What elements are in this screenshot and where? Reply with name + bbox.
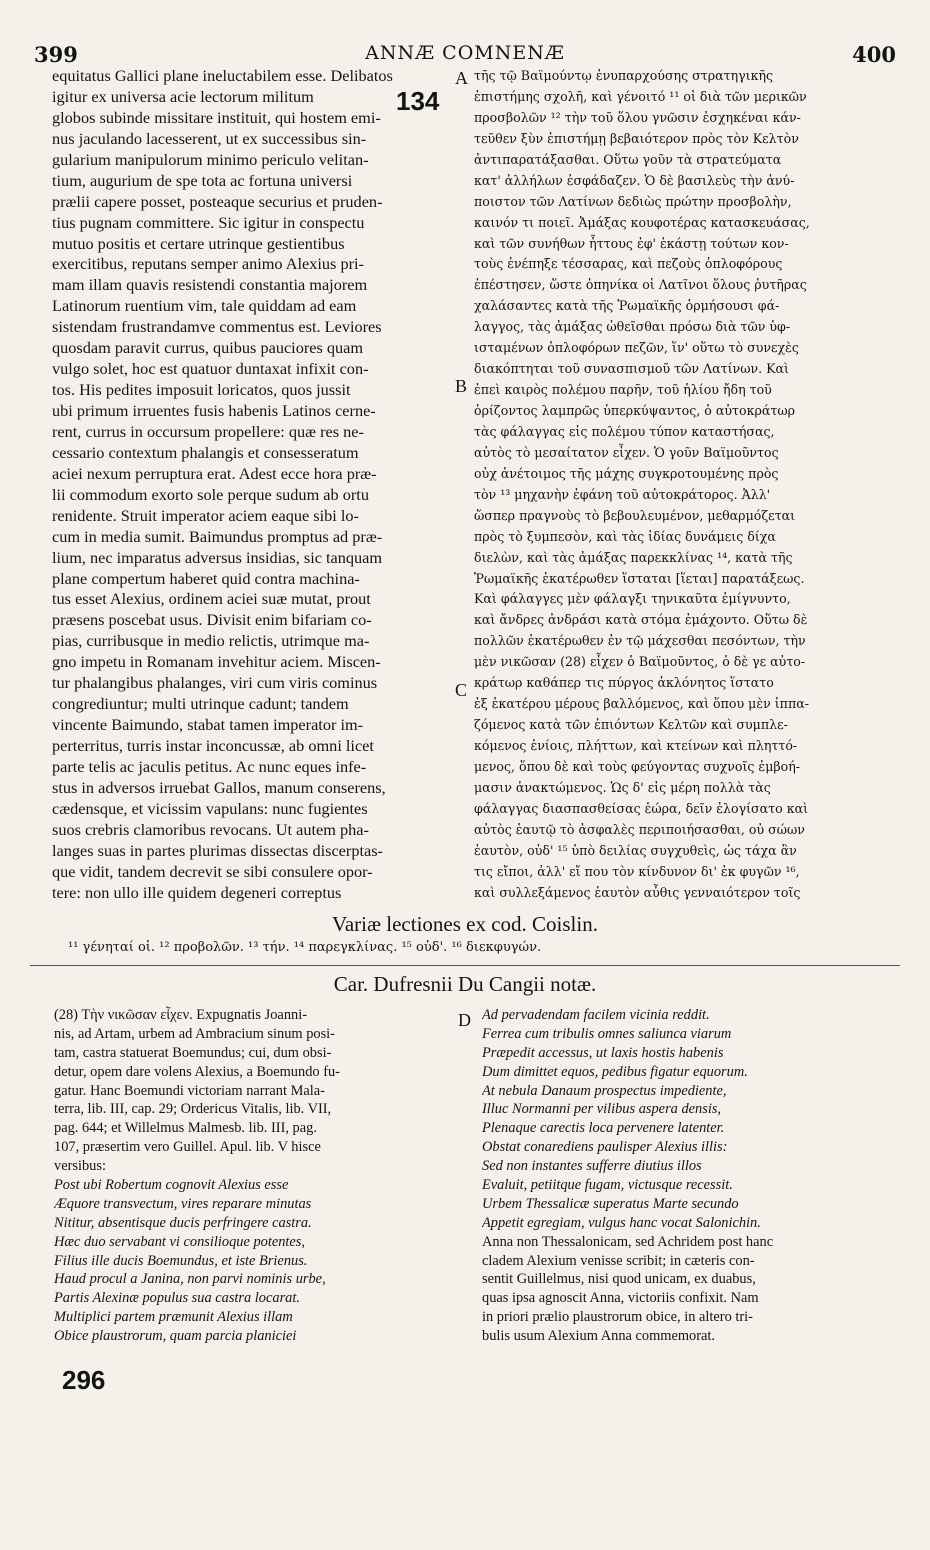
note-verse-line: Illuc Normanni per vilibus aspera densis, <box>482 1101 722 1118</box>
latin-text-line: pias, curribusque in medio relictis, utrimque ma- <box>52 631 370 651</box>
greek-text-line: καὶ ἄνδρες ἀνδράσι κατὰ στόμα ἐμάχοντο. Οὕτω δὲ <box>474 612 808 628</box>
note-text-line: tam, castra statuerat Boemundus; cui, dum obsi- <box>54 1044 332 1061</box>
greek-text-line: κατ' ἀλλήλων ἐσφάδαζεν. Ὁ δὲ βασιλεὺς τὴν ἀνύ- <box>474 172 795 188</box>
page-number-right: 400 <box>852 42 896 67</box>
latin-text-line: sistendam frustrandamve commentus est. Leviores <box>52 317 382 337</box>
latin-text-line: tus esset Alexius, ordinem aciei suæ mutat, prout <box>52 589 371 609</box>
latin-text-line: prælii capere posset, posteaque securius et pruden- <box>52 191 383 211</box>
note-text-line: Anna non Thessalonicam, sed Achridem post hanc <box>482 1233 774 1250</box>
latin-text-line: Latinorum ruentium vim, tale quiddam ad eam <box>52 296 357 316</box>
latin-text-line: cessario contextum phalangis et consesseratum <box>52 442 359 462</box>
latin-text-line: quosdam paravit currus, quibus pauciores quam <box>52 338 364 358</box>
latin-text-line: vincente Baimundo, stabat tamen imperator im- <box>52 715 364 735</box>
note-verse-line: Partis Alexinæ populus sua castra locarat. <box>54 1290 300 1307</box>
greek-text-line: φάλαγγας διασπασθείσας ἑώρα, δεῖν ἐλογίσατο καὶ <box>474 800 809 816</box>
note-text-line: in priori prælio plaustrorum obice, in altero tri- <box>482 1309 753 1326</box>
section-marker-b: B <box>455 376 468 396</box>
note-text-line: pag. 644; et Willelmus Malmesb. lib. III, pag. <box>54 1120 317 1137</box>
latin-text-line: cædensque, et vicissim vapulans: nunc fugientes <box>52 798 368 818</box>
note-verse-line: Appetit egregiam, vulgus hanc vocat Salonichin. <box>482 1214 761 1231</box>
variae-lectiones-heading: Variæ lectiones ex cod. Coislin. <box>332 912 598 936</box>
greek-text-line: οὐχ ἀνέτοιμος τῆς μάχης συγκροτουμένης πρὸς <box>474 465 779 481</box>
latin-text-line: tos. His pedites imposuit loricatos, quos jussit <box>52 380 351 400</box>
running-header <box>0 38 930 68</box>
note-text-line: nis, ad Artam, urbem ad Ambracium sinum posi- <box>54 1025 335 1042</box>
greek-text-line: ἀντιπαρατάξασθαι. Οὕτω γοῦν τὰ στρατεύματα <box>474 151 782 167</box>
greek-text-line: ἐξ ἑκατέρου μέρους βαλλόμενος, καὶ ὅπου μὲν ἱππα- <box>474 696 809 712</box>
latin-text-line: mutuo positis et certare utrinque gestientibus <box>52 233 345 253</box>
greek-text-line: ἐπεὶ καιρὸς πολέμου παρῆν, τοῦ ἡλίου ἤδη τοῦ <box>474 382 772 398</box>
note-verse-line: Haud procul a Janina, non parvi nominis urbe, <box>54 1271 326 1288</box>
greek-text-line: Καὶ φάλαγγες μὲν φάλαγξι τηνικαῦτα ἐμίγνυντο, <box>474 591 791 607</box>
latin-text-line: tius pugnam committere. Sic igitur in conspectu <box>52 212 365 232</box>
note-text-line: cladem Alexium venisse scribit; in cæteris con- <box>482 1252 755 1269</box>
greek-text-line: μενος, ὅπου δὲ καὶ τοὺς φεύγοντας συχνοῖς ἐμβοή- <box>474 758 801 774</box>
greek-text-line: αὐτὸς τὸ μεσαίτατον εἶχεν. Ὁ γοῦν Βαϊμοῦντος <box>474 444 779 460</box>
latin-text-line: rent, currus in occursum propellere: quæ res ne- <box>52 421 364 441</box>
note-verse-line: At nebula Danaum prospectus impediente, <box>482 1082 727 1099</box>
section-marker-d: D <box>458 1010 471 1030</box>
note-verse-line: Dum dimittet equos, pedibus figatur equorum. <box>482 1063 748 1080</box>
latin-text-line: stus in adversos irruebat Gallos, manum conserens, <box>52 777 386 797</box>
note-verse-line: Præpedit accessus, ut laxis hostis habenis <box>482 1044 724 1061</box>
greek-text-line: ισταμένων ὁπλοφόρων πεζῶν, ἵν' οὕτω τὸ συνεχὲς <box>474 340 799 356</box>
note-text-line: terra, lib. III, cap. 29; Ordericus Vitalis, lib. VII, <box>54 1101 332 1118</box>
greek-text-line: ὁρίζοντος λαμπρῶς ὑπερκύψαντος, ὁ αὐτοκράτωρ <box>474 403 796 418</box>
greek-text-line: ἐπέστησεν, ὥστε ὁπηνίκα οἱ Λατῖνοι ὅλους ῥυτῆρας <box>474 277 807 293</box>
greek-text-line: μὲν νικῶσαν (28) εἶχεν ὁ Βαϊμοῦντος, ὁ δὲ γε αὐτο- <box>474 654 806 670</box>
latin-text-line: tur phalangibus phalanges, viri cum viris cominus <box>52 673 378 693</box>
greek-text-line: κράτωρ καθάπερ τις πύργος ἀκλόνητος ἵστατο <box>474 675 774 691</box>
greek-text-line: ἐπιστήμης σχολῆ, καὶ γένοιτό ¹¹ οἱ διὰ τῶν μερικῶν <box>474 88 807 104</box>
latin-text-line: præsens poscebat usus. Divisit enim bifariam co- <box>52 610 372 630</box>
latin-text-line: gno impetu in Romanam invehitur aciem. Miscen- <box>52 652 381 672</box>
latin-text-line: lii commodum exorto sole perque sudum ab ortu <box>52 484 369 504</box>
variae-lectiones-line: ¹¹ γένηταί οἱ. ¹² προβολῶν. ¹³ τήν. ¹⁴ παρεγκλίνας. ¹⁵ οὐδ'. ¹⁶ διεκφυγών. <box>68 940 542 955</box>
latin-text-line: renidente. Struit imperator aciem eaque sibi lo- <box>52 505 359 525</box>
latin-text-line: langes suas in partes plurimas dissectas discerptas- <box>52 840 383 860</box>
latin-text-line: congrediuntur; multi utrinque cadunt; tandem <box>52 694 349 714</box>
greek-text-line: τις εἴποι, ἀλλ' εἴ που τὸν κίνδυνον δι' ἐκ φυγῶν ¹⁶, <box>474 863 800 879</box>
greek-text-line: λαγγος, τὰς ἀμάξας ὠθεῖσθαι πρόσω διὰ τῶν ὑφ- <box>474 319 791 335</box>
latin-text-line: mam illam quavis resistendi constantia majorem <box>52 275 368 295</box>
section-marker-a: A <box>455 68 468 88</box>
note-verse-line: Evaluit, petiitque fugam, victusque recessit. <box>482 1177 733 1194</box>
greek-text-line: τοὺς ἐνέπηξε τέσσαρας, καὶ πεζοὺς ὁπλοφόρους <box>474 256 783 272</box>
greek-text-line: πρὸς τὸ ξυμπεσὸν, καὶ τὰς ἰδίας δυνάμεις δίχα <box>474 528 776 544</box>
greek-text-line: διακόπτηται τοῦ συνασπισμοῦ τῶν Λατίνων. Καὶ <box>474 361 789 377</box>
note-verse-line: Urbem Thessalicæ superatus Marte secundo <box>482 1195 739 1212</box>
note-verse-line: Multiplici partem præmunit Alexius illam <box>54 1309 293 1326</box>
greek-text-line: ἑαυτὸν, οὐδ' ¹⁵ ὑπὸ δειλίας συγχυθεὶς, ὡς τάχα ἂν <box>474 842 797 858</box>
note-verse-line: Ad pervadendam facilem vicinia reddit. <box>482 1007 710 1023</box>
note-verse-line: Plenaque carectis loca pervenere latenter. <box>482 1120 725 1137</box>
note-text-line: gatur. Hanc Boemundi victoriam narrant Mala- <box>54 1082 325 1099</box>
latin-text-line: vulgo solet, hoc est quatuor duntaxat infixit con- <box>52 359 369 379</box>
running-title: ANNÆ COMNENÆ <box>365 42 565 64</box>
greek-text-line: ποιστον τῶν Λατίνων δεδιὼς πρώτην προσβολὴν, <box>474 193 792 209</box>
latin-text-line: nus jaculando lacesserent, ut ex successibus sin- <box>52 128 367 148</box>
note-text-line: bulis usum Alexium Anna commemorat. <box>482 1328 716 1345</box>
latin-text-line: gularium manipulorum minimo periculo velitan- <box>52 149 369 169</box>
note-text-line: detur, opem dare volens Alexius, a Boemundo fu- <box>54 1063 340 1080</box>
note-verse-line: Obice plaustrorum, quam parcia planiciei <box>54 1328 297 1345</box>
latin-text-line: cum in media sumit. Baimundus promptus ad præ- <box>52 526 383 546</box>
note-text-line: sentit Guillelmus, nisi quod unicam, ex duabus, <box>482 1271 756 1288</box>
greek-text-line: τεῦθεν ξὺν ἐπιστήμῃ βεβαιότερον πρὸς τὸν Κελτὸν <box>474 130 799 146</box>
note-verse-line: Post ubi Robertum cognovit Alexius esse <box>54 1177 289 1194</box>
latin-text-line: aciei nexum perruptura erat. Adest ecce hora præ- <box>52 463 377 483</box>
greek-text-line: μασιν ἀνακτώμενος. Ὡς δ' εἰς μέρη πολλὰ τὰς <box>474 779 771 795</box>
greek-text-line: ὥσπερ πραγνοὺς τὸ βεβουλευμένον, μεθαρμόζεται <box>474 507 796 523</box>
greek-text-line: διελὼν, καὶ τὰς ἀμάξας παρεκκλίνας ¹⁴, κατὰ τῆς <box>474 549 793 565</box>
note-text-line: versibus: <box>54 1158 106 1175</box>
note-verse-line: Filius ille ducis Boemundus, et iste Brienus. <box>54 1252 308 1269</box>
note-verse-line: Sed non instantes sufferre diutius illos <box>482 1158 702 1175</box>
note-verse-line: Obstat conarediens paulisper Alexius illis: <box>482 1139 728 1156</box>
greek-text-line: αὐτὸς ἑαυτῷ τὸ ἀσφαλὲς περιποιήσασθαι, οὐ σώων <box>474 821 805 837</box>
latin-text-line: tere: non ullo ille quidem degeneri correptus <box>52 882 342 902</box>
latin-text-line: que vidit, tandem decrevit se sibi consulere opor- <box>52 861 373 881</box>
notes-heading: Car. Dufresnii Du Cangii notæ. <box>333 972 597 996</box>
margin-number-296: 296 <box>62 1365 106 1395</box>
page-number-left: 399 <box>34 42 78 67</box>
greek-text-line: ζόμενος κατὰ τῶν ἐπιόντων Κελτῶν καὶ συμπλε- <box>474 717 788 733</box>
latin-text-line: globos subinde missitare instituit, qui hostem emi- <box>52 107 381 127</box>
note-text-line: (28) Τὴν νικῶσαν εἶχεν. Expugnatis Joanni- <box>54 1007 307 1023</box>
latin-text-line: exercitibus, reputans semper animo Alexius pri- <box>52 254 364 274</box>
note-verse-line: Ferrea cum tribulis omnes saliunca viarum <box>482 1025 732 1042</box>
notes-right-column <box>482 1006 902 1346</box>
latin-text-line: perterritus, turris instar inconcussæ, ab omni licet <box>52 736 374 755</box>
greek-text-line: καὶ τῶν συνήθων ἧττους ἐφ' ἑκάστῃ τούτων κον- <box>474 235 789 251</box>
latin-text-line: parte telis ac jaculis petitus. Ac nunc eques infe- <box>52 756 367 776</box>
greek-text-line: τὰς φάλαγγας εἰς πολέμου τύπον καταστήσας, <box>474 423 775 439</box>
notes-left-column <box>54 1006 454 1346</box>
greek-text-line: χαλάσαντες κατὰ τῆς Ῥωμαϊκῆς ὁρμήσουσι φά- <box>474 298 780 314</box>
greek-text-line: τῆς τῷ Βαϊμούντῳ ἐνυπαρχούσης στρατηγικῆς <box>474 68 774 83</box>
note-verse-line: Hæc duo servabant vi consilioque potentes, <box>54 1233 305 1250</box>
margin-number-134: 134 <box>396 86 440 116</box>
greek-text-line: προσβολῶν ¹² τὴν τοῦ ὅλου γνῶσιν ἐσχηκέναι κάν- <box>474 109 801 125</box>
greek-column <box>474 66 894 904</box>
note-text-line: quas ipsa agnoscit Anna, victoriis confixit. Nam <box>482 1290 759 1307</box>
latin-text-line: ubi primum irruentes fusis habenis Latinos cerne- <box>52 401 376 420</box>
greek-text-line: πολλῶν ἑκατέρωθεν ἐν τῷ μάχεσθαι πεσόντων, τὴν <box>474 633 806 649</box>
latin-text-line: lium, nec imparatus adversus insidias, sic tanquam <box>52 547 383 567</box>
latin-text-line: plane compertum haberet quid contra machina- <box>52 568 360 588</box>
note-verse-line: Nititur, absentisque ducis perfringere castra. <box>54 1214 312 1231</box>
greek-text-line: τὸν ¹³ μηχανὴν ἐφάνη τοῦ αὐτοκράτορος. Ἀλλ' <box>474 486 771 502</box>
greek-text-line: καὶ συλλεξάμενος ἑαυτὸν αὖθις γενναιότερον τοῖς <box>474 884 801 900</box>
greek-text-line: Ῥωμαϊκῆς ἑκατέρωθεν ἵσταται [ἵεται] παρατάξεως. <box>474 570 805 586</box>
latin-text-line: suos crebris clamoribus revocans. Ut autem pha- <box>52 819 369 839</box>
latin-column <box>52 66 450 904</box>
note-text-line: 107, præsertim vero Guillel. Apul. lib. V hisce <box>54 1139 321 1156</box>
latin-text-line: equitatus Gallici plane ineluctabilem esse. Delibatos <box>52 66 393 85</box>
latin-text-line: tium, augurium de spe tota ac fortuna universi <box>52 170 353 190</box>
divider-rule <box>30 965 900 966</box>
section-marker-c: C <box>455 680 468 700</box>
latin-text-line: igitur ex universa acie lectorum militum <box>52 86 314 106</box>
greek-text-line: καινόν τι ποιεῖ. Ἀμάξας κουφοτέρας κατασκευάσας, <box>474 214 810 230</box>
note-verse-line: Æquore transvectum, vires reparare minutas <box>54 1195 312 1212</box>
greek-text-line: κόμενος ἐνίοις, πλήττων, καὶ κτείνων καὶ πληττό- <box>474 738 798 753</box>
